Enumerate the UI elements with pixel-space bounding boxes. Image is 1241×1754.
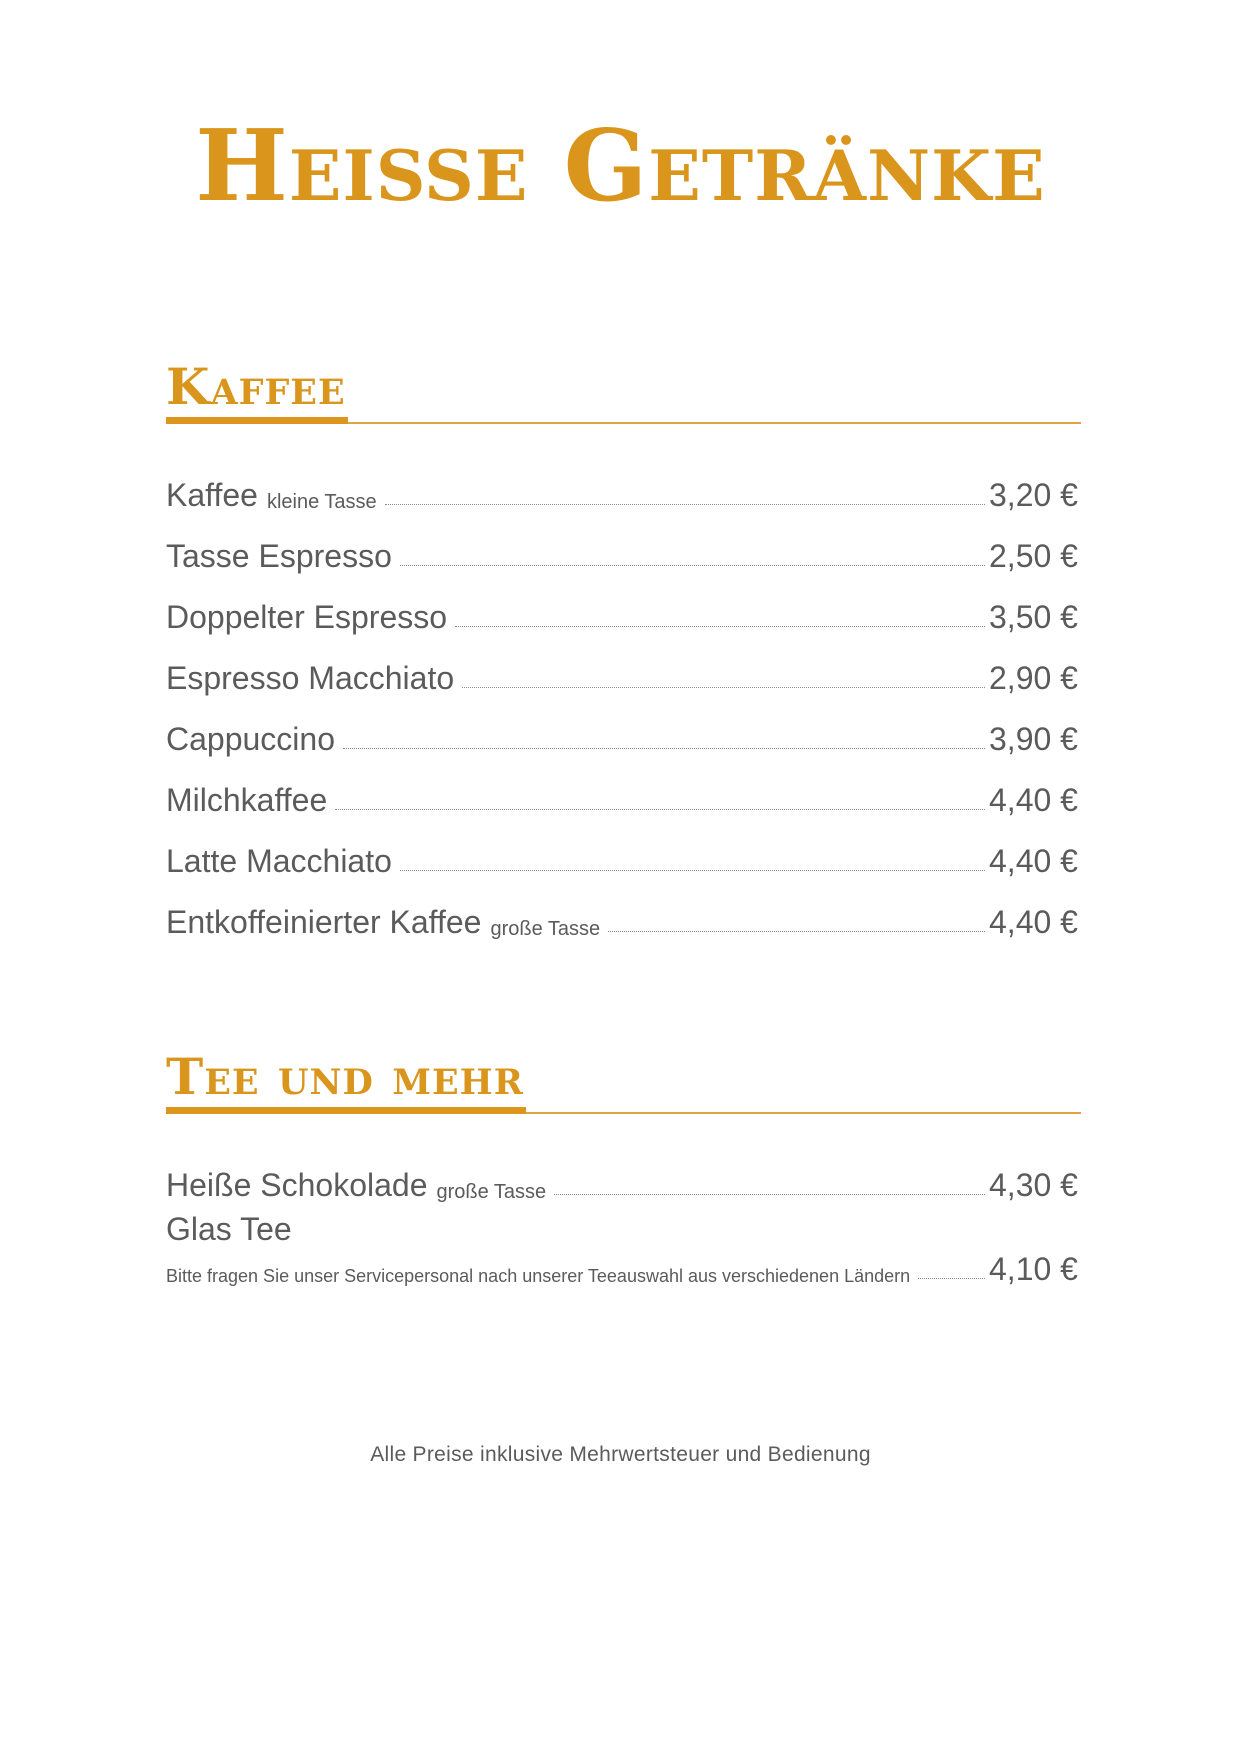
menu-item: [166, 819, 1081, 880]
item-price: 4,10 €: [989, 1251, 1078, 1287]
dotted-leader: [343, 748, 985, 749]
dotted-leader: [385, 504, 985, 505]
item-price: 4,40 €: [989, 782, 1078, 818]
item-name: Latte Macchiato: [166, 843, 392, 879]
page-title: Heiße Getränke: [195, 109, 1046, 224]
item-note: große Tasse: [490, 918, 601, 940]
item-price: 2,90 €: [989, 660, 1078, 696]
item-name: Heiße Schokolade: [166, 1167, 428, 1203]
item-name: Entkoffeinierter Kaffee: [166, 904, 482, 940]
menu-item: [166, 514, 1081, 575]
section-tee-und-mehr: [166, 1048, 1081, 1288]
menu-list: [166, 1143, 1081, 1288]
dotted-leader: [400, 870, 985, 871]
item-price: 3,50 €: [989, 599, 1078, 635]
item-note: kleine Tasse: [266, 491, 377, 513]
menu-item: [166, 575, 1081, 636]
dotted-leader: [335, 809, 985, 810]
item-description: Bitte fragen Sie unser Servicepersonal nach unserer Teeauswahl aus verschiedenen Ländern: [166, 1266, 911, 1286]
item-name: Tasse Espresso: [166, 538, 392, 574]
dotted-leader: [455, 626, 985, 627]
item-name: Kaffee: [166, 477, 258, 513]
menu-item: [166, 880, 1081, 941]
section-header: [166, 1048, 1081, 1114]
menu-item: [166, 758, 1081, 819]
item-price: 4,40 €: [989, 904, 1078, 940]
item-name: Milchkaffee: [166, 782, 328, 818]
footer-note: Alle Preise inklusive Mehrwertsteuer und Bedienung: [370, 1443, 871, 1466]
item-price: 3,20 €: [989, 477, 1078, 513]
dotted-leader: [400, 565, 985, 566]
item-note: große Tasse: [436, 1181, 547, 1203]
item-name: Glas Tee: [166, 1211, 292, 1247]
dotted-leader: [608, 931, 985, 932]
menu-item: [166, 697, 1081, 758]
section-title: Tee und mehr: [166, 1051, 526, 1114]
menu-item: [166, 1210, 1081, 1288]
dotted-leader: [462, 687, 985, 688]
menu-list: [166, 453, 1081, 941]
menu-item: [166, 1143, 1081, 1204]
section-header: [166, 358, 1081, 424]
section-kaffee: [166, 358, 1081, 941]
item-price: 4,30 €: [989, 1167, 1078, 1203]
menu-item: [166, 636, 1081, 697]
section-title: Kaffee: [166, 361, 348, 424]
item-name: Doppelter Espresso: [166, 599, 448, 635]
item-price: 2,50 €: [989, 538, 1078, 574]
dotted-leader: [554, 1194, 985, 1195]
dotted-leader: [918, 1278, 985, 1279]
menu-item: [166, 453, 1081, 514]
item-price: 4,40 €: [989, 843, 1078, 879]
item-price: 3,90 €: [989, 721, 1078, 757]
item-name: Espresso Macchiato: [166, 660, 455, 696]
item-description-row: [166, 1250, 1081, 1288]
item-name: Cappuccino: [166, 721, 335, 757]
